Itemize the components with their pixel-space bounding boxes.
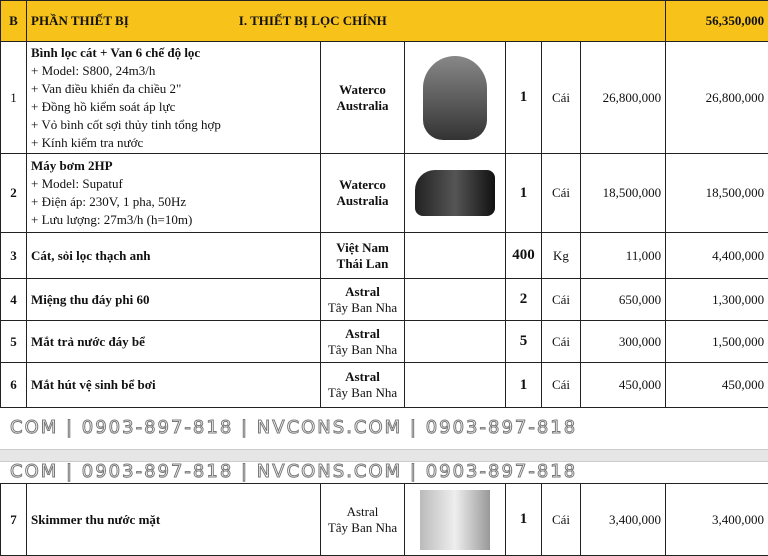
item-detail: + Đồng hồ kiểm soát áp lực	[31, 98, 316, 116]
pump-image	[415, 170, 495, 216]
product-image	[405, 363, 506, 408]
item-detail: + Model: Supatuf	[31, 175, 316, 193]
amount: 18,500,000	[666, 154, 768, 233]
page-break-band	[0, 449, 768, 462]
item-description	[27, 42, 321, 154]
table-row	[1, 321, 768, 363]
quantity: 1	[506, 42, 542, 154]
item-name: Bình lọc cát + Van 6 chế độ lọc	[31, 44, 316, 62]
table-row	[1, 154, 768, 233]
item-description	[27, 154, 321, 233]
product-image	[405, 233, 506, 279]
unit: Cái	[542, 42, 581, 154]
unit: Kg	[542, 233, 581, 279]
origin: Thái Lan	[325, 256, 400, 272]
brand: Waterco	[325, 177, 400, 193]
item-name: Máy bơm 2HP	[31, 157, 316, 175]
unit: Cái	[542, 279, 581, 321]
item-detail: + Van điều khiển đa chiều 2"	[31, 80, 316, 98]
header-col-b: B	[1, 1, 27, 42]
row-number: 6	[1, 363, 27, 408]
product-image	[405, 484, 506, 556]
brand: Việt Nam	[325, 240, 400, 256]
section-label: PHẦN THIẾT BỊ	[31, 13, 129, 28]
quantity: 1	[506, 363, 542, 408]
watermark: COM | 0903-897-818 | NVCONS.COM | 0903-897-818	[10, 418, 758, 438]
product-image	[405, 154, 506, 233]
table-row	[1, 42, 768, 154]
origin: Australia	[325, 193, 400, 209]
item-name: Skimmer thu nước mặt	[27, 484, 321, 556]
quantity: 1	[506, 154, 542, 233]
item-brand	[321, 279, 405, 321]
brand: Astral	[325, 369, 400, 385]
row-number: 2	[1, 154, 27, 233]
quantity: 2	[506, 279, 542, 321]
amount: 1,500,000	[666, 321, 768, 363]
item-name: Cát, sỏi lọc thạch anh	[27, 233, 321, 279]
skimmer-image	[420, 490, 490, 550]
row-number: 4	[1, 279, 27, 321]
item-detail: + Vỏ bình cốt sợi thủy tinh tổng hợp	[31, 116, 316, 134]
origin: Australia	[325, 98, 400, 114]
item-detail: + Điện áp: 230V, 1 pha, 50Hz	[31, 193, 316, 211]
unit-price: 300,000	[581, 321, 666, 363]
product-image	[405, 279, 506, 321]
quantity: 1	[506, 484, 542, 556]
item-detail: + Lưu lượng: 27m3/h (h=10m)	[31, 211, 316, 229]
amount: 1,300,000	[666, 279, 768, 321]
table-row	[1, 484, 768, 556]
item-brand	[321, 154, 405, 233]
row-number: 1	[1, 42, 27, 154]
equipment-table-continued	[0, 483, 768, 556]
item-detail: + Kính kiểm tra nước	[31, 134, 316, 152]
table-row	[1, 233, 768, 279]
item-brand	[321, 233, 405, 279]
section-header-row	[1, 1, 768, 42]
item-brand	[321, 321, 405, 363]
item-brand	[321, 42, 405, 154]
table-row	[1, 363, 768, 408]
unit-price: 26,800,000	[581, 42, 666, 154]
origin: Tây Ban Nha	[325, 520, 400, 536]
origin: Tây Ban Nha	[325, 385, 400, 401]
unit-price: 18,500,000	[581, 154, 666, 233]
product-image	[405, 42, 506, 154]
unit: Cái	[542, 484, 581, 556]
unit-price: 450,000	[581, 363, 666, 408]
item-brand	[321, 363, 405, 408]
item-name: Mắt hút vệ sinh bể bơi	[27, 363, 321, 408]
brand: Astral	[325, 284, 400, 300]
row-number: 7	[1, 484, 27, 556]
sand-filter-image	[423, 56, 487, 140]
item-name: Miệng thu đáy phi 60	[27, 279, 321, 321]
unit: Cái	[542, 363, 581, 408]
unit-price: 3,400,000	[581, 484, 666, 556]
section-title	[27, 1, 666, 42]
product-image	[405, 321, 506, 363]
item-detail: + Model: S800, 24m3/h	[31, 62, 316, 80]
quantity: 400	[506, 233, 542, 279]
origin: Tây Ban Nha	[325, 342, 400, 358]
quantity: 5	[506, 321, 542, 363]
unit-price: 11,000	[581, 233, 666, 279]
section-total: 56,350,000	[666, 1, 768, 42]
brand: Waterco	[325, 82, 400, 98]
brand: Astral	[325, 326, 400, 342]
watermark: COM | 0903-897-818 | NVCONS.COM | 0903-897-818	[10, 462, 758, 482]
row-number: 5	[1, 321, 27, 363]
unit-price: 650,000	[581, 279, 666, 321]
unit: Cái	[542, 154, 581, 233]
amount: 4,400,000	[666, 233, 768, 279]
item-brand	[321, 484, 405, 556]
brand: Astral	[325, 504, 400, 520]
amount: 450,000	[666, 363, 768, 408]
section-heading: I. THIẾT BỊ LỌC CHÍNH	[239, 13, 387, 28]
origin: Tây Ban Nha	[325, 300, 400, 316]
amount: 3,400,000	[666, 484, 768, 556]
item-name: Mắt trả nước đáy bể	[27, 321, 321, 363]
table-row	[1, 279, 768, 321]
unit: Cái	[542, 321, 581, 363]
row-number: 3	[1, 233, 27, 279]
amount: 26,800,000	[666, 42, 768, 154]
